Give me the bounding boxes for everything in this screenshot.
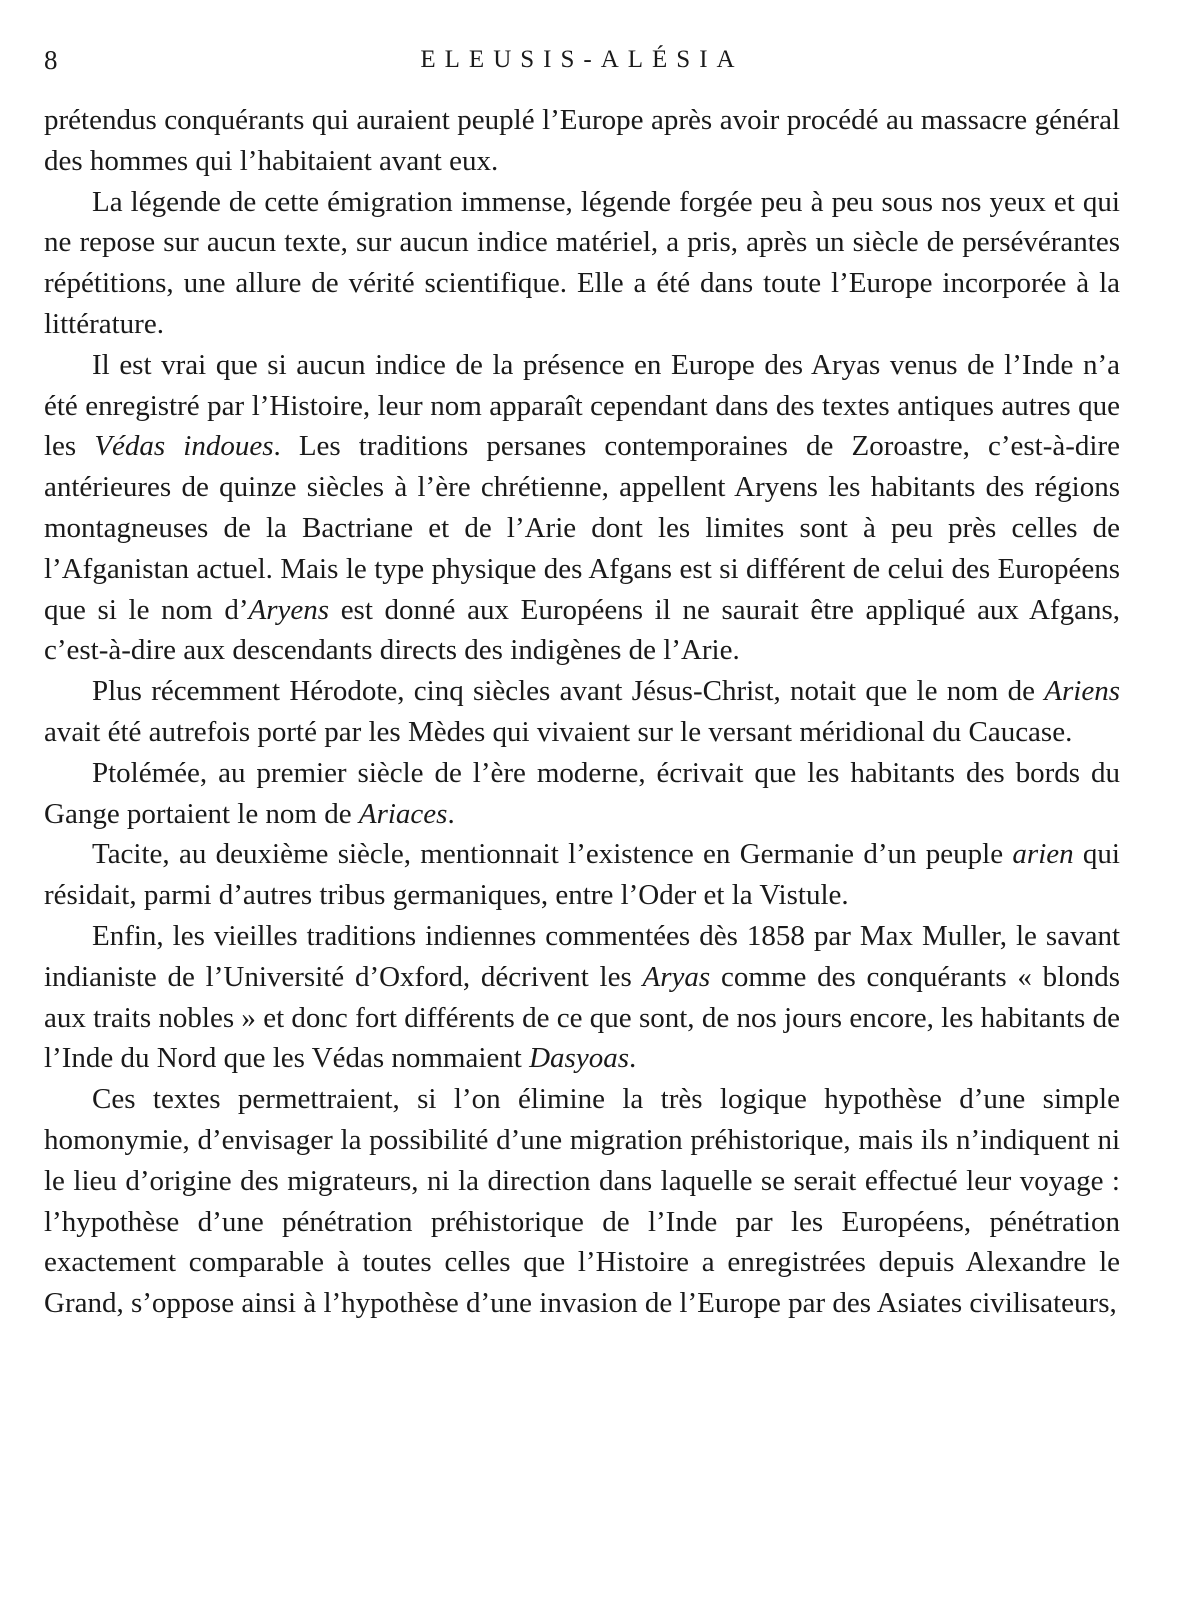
paragraph — [44, 834, 1120, 916]
italic-text: Ariens — [1044, 675, 1120, 708]
page-number: 8 — [44, 45, 58, 75]
text-run: . Les traditions persanes contemporaines de Zoroastre, c’est-à-dire antérieures de quinze siècles à l’ère chrétienne, appellent Aryens les habitants des régions montagneuses de la Bactriane et de l’Arie dont les limites sont à peu près celles de l’Afganistan actuel. Mais le type physique des Afgans est si différent de celui des Européens que si le nom d’ — [44, 430, 1120, 626]
italic-text: Ariaces — [358, 797, 448, 830]
text-run: Ptolémée, au premier siècle de l’ère moderne, écrivait que les habitants des bords du Gange portaient le nom de — [44, 756, 1120, 830]
text-run: Il est vrai que si aucun indice de la présence en Europe des Aryas venus de l’Inde n’a été enregistré par l’Histoire, leur nom apparaît cependant dans des textes antiques autres que les — [44, 348, 1120, 463]
text-run: . — [447, 797, 455, 830]
italic-text: arien — [1012, 838, 1074, 871]
text-run: comme des conquérants « blonds aux traits nobles » et donc fort différents de ce que sont, de nos jours encore, les habitants de l’Inde du Nord que les Védas nommaient — [44, 960, 1120, 1075]
paragraph — [44, 182, 1120, 345]
text-run: Tacite, au deuxième siècle, mentionnait l’existence en Germanie d’un peuple — [92, 838, 1013, 871]
paragraph — [44, 345, 1120, 671]
paragraph — [44, 916, 1120, 1079]
running-title: ELEUSIS-ALÉSIA — [420, 46, 744, 73]
italic-text: Aryas — [642, 960, 711, 993]
text-run: est donné aux Européens il ne saurait être appliqué aux Afgans, c’est-à-dire aux descendants directs des indigènes de l’Arie. — [44, 593, 1120, 667]
text-run: La légende de cette émigration immense, légende forgée peu à peu sous nos yeux et qui ne repose sur aucun texte, sur aucun indice matériel, a pris, après un siècle de persévérantes répétitions, une allure de vérité scientifique. Elle a été dans toute l’Europe incorporée à la littérature. — [44, 185, 1120, 340]
paragraph — [44, 753, 1120, 835]
text-run: avait été autrefois porté par les Mèdes qui vivaient sur le versant méridional du Caucase. — [44, 715, 1073, 748]
paragraph — [44, 1079, 1120, 1324]
text-run: Enfin, les vieilles traditions indiennes commentées dès 1858 par Max Muller, le savant indianiste de l’Université d’Oxford, décrivent les — [44, 919, 1120, 993]
text-run: Ces textes permettraient, si l’on élimine la très logique hypothèse d’une simple homonymie, d’envisager la possibilité d’une migration préhistorique, mais ils n’indiquent ni le lieu d’origine des migrateurs, ni la direction dans laquelle se serait effectué leur voyage : l’hypothèse d’une pénétration préhistorique de l’Inde par les Européens, pénétration exactement comparable à toutes celles que l’Histoire a enregistrées depuis Alexandre le Grand, s’oppose ainsi à l’hypothèse d’une invasion de l’Europe par des Asiates civilisateurs, — [44, 1083, 1120, 1320]
italic-text: Védas indoues — [94, 430, 274, 463]
italic-text: Dasyoas — [529, 1042, 629, 1075]
body-text — [44, 100, 1120, 1324]
page-header — [44, 40, 1120, 80]
paragraph — [44, 100, 1120, 182]
text-run: qui résidait, parmi d’autres tribus germaniques, entre l’Oder et la Vistule. — [44, 838, 1120, 912]
italic-text: Aryens — [248, 593, 330, 626]
paragraph — [44, 671, 1120, 753]
text-run: . — [629, 1042, 637, 1075]
text-run: Plus récemment Hérodote, cinq siècles avant Jésus-Christ, notait que le nom de — [92, 675, 1045, 708]
text-run: prétendus conquérants qui auraient peuplé l’Europe après avoir procédé au massacre général des hommes qui l’habitaient avant eux. — [44, 104, 1120, 177]
